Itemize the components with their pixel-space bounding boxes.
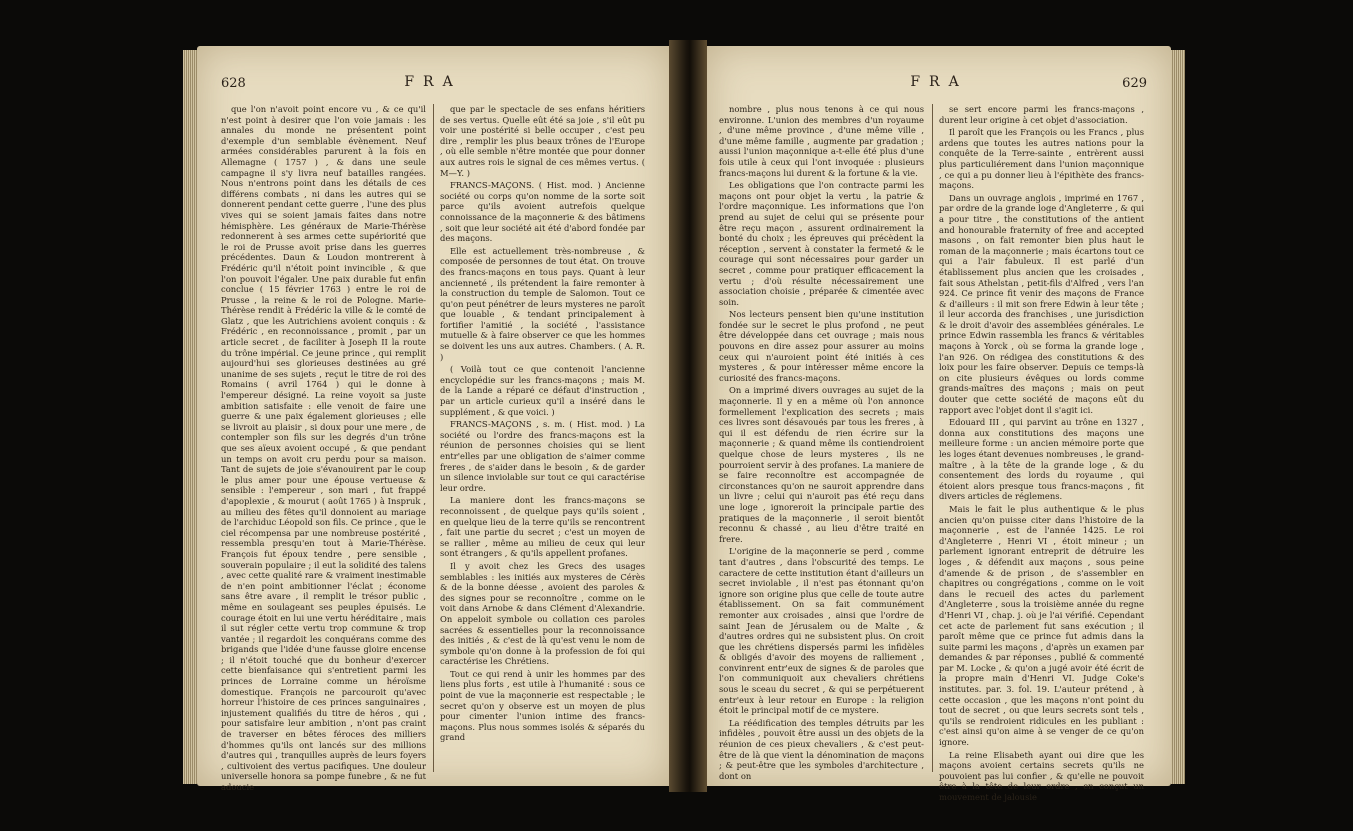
running-head: FRA [910, 74, 968, 90]
right-column-2 [939, 104, 1144, 802]
paragraph: Nos lecteurs pensent bien qu'une institution fondée sur le secret le plus profond , ne peut être développée dans cet ouvrage ; mais nous pouvons en dire assez pour assurer au moins ceux qui n'auroient point été initiés à ces mysteres , & pour intéresser même encore la curiosité des francs-maçons. [719, 309, 924, 383]
paragraph: nombre , plus nous tenons à ce qui nous environne. L'union des membres d'un royaume , d'une même province , d'une même ville , d'une même famille , augmente par gradation ; aussi l'union maçonnique a-t-elle été plus d'une fois utile à ceux qui l'ont invoquée : plusieurs francs-maçons lui durent & la fortune & la vie. [719, 104, 924, 178]
paragraph: On a imprimé divers ouvrages au sujet de la maçonnerie. Il y en a même où l'on annonce formellement l'explication des secrets ; mais ces livres sont désavoués par tous les freres , à qui il est défendu de rien écrire sur la maçonnerie ; & quand même ils contiendroient quelque chose de leurs mysteres , ils ne pourroient servir à des profanes. La maniere de se faire reconnoître est accompagnée de circonstances qu'on ne sauroit apprendre dans un livre ; celui qui n'auroit pas été reçu dans une loge , ignoreroit la principale partie des pratiques de la maçonnerie , il seroit bientôt reconnu & chassé , au lieu d'être traité en frere. [719, 385, 924, 544]
entry-heading-paragraph: FRANCS-MAÇONS , s. m. ( Hist. mod. ) La société ou l'ordre des francs-maçons est la réunion de personnes choisies qui se lient entr'elles par une obligation de s'aimer comme freres , de s'aider dans le besoin , & de garder un silence inviolable sur tout ce qui caractérise leur ordre. [440, 419, 645, 493]
paragraph: La reine Elisabeth ayant oui dire que les maçons avoient certains secrets qu'ils ne pouvoient pas lui confier , & qu'elle ne pouvoit être à la tête de leur ordre , en conçut un mouvement de jalousie [939, 749, 1144, 802]
paragraph: Il paroît que les François ou les Francs , plus ardens que toutes les autres nations pour la conquête de la Terre-sainte , entrèrent aussi plus particuliérement dans l'union maçonnique , ce qui a pu donner lieu à l'épithète des francs-maçons. [939, 127, 1144, 191]
right-page-edges [1171, 50, 1185, 784]
running-head: FRA [404, 74, 462, 90]
right-column-1 [719, 104, 924, 781]
paragraph: que par le spectacle de ses enfans héritiers de ses vertus. Quelle eût été sa joie , s'il eût pu voir une postérité si belle occuper , c'est peu dire , remplir les plus beaux trônes de l'Europe , où elle semble n'être montée que pour donner aux autres rois le signal de ces mêmes vertus. ( M—Y. ) [440, 104, 645, 178]
left-page-edges [183, 50, 197, 784]
right-page-header [731, 74, 1147, 96]
paragraph: Mais le fait le plus authentique & le plus ancien qu'on puisse citer dans l'histoire de la maçonnerie , est de l'année 1425. Le roi d'Angleterre , Henri VI , étoit mineur ; un parlement ignorant entreprit de détruire les loges , & défendit aux maçons , sous peine d'amende & de prison , de s'assembler en chapitres ou congrégations , comme on le voit dans le recueil des actes du parlement d'Angleterre , sous la troisième année du regne d'Henri VI , chap. j. où je l'ai vérifié. Cependant cet acte de parlement fut sans exécution ; il paroît même que ce prince fut admis dans la suite parmi les maçons , d'après un examen par demandes & par réponses , publié & commenté par M. Locke , & qu'on a jugé avoir été écrit de la propre main d'Henri VI. Judge Coke's institutes. par. 3. fol. 19. L'auteur prétend , à cette occasion , que les maçons n'ont point du tout de secret , ou que leurs secrets sont tels , qu'ils se rendroient ridicules en les publiant : c'est ainsi qu'on aime à se venger de ce qu'on ignore. [939, 503, 1144, 748]
paragraph: Tout ce qui rend à unir les hommes par des liens plus forts , est utile à l'humanité : sous ce point de vue la maçonnerie est respectable ; le secret qu'on y observe est un moyen de plus pour cimenter l'union intime des francs-maçons. Plus nous sommes isolés & séparés du grand [440, 668, 645, 743]
entry-heading-paragraph: FRANCS-MAÇONS. ( Hist. mod. ) Ancienne société ou corps qu'on nomme de la sorte soit parce qu'ils avoient autrefois quelque connoissance de la maçonnerie & des bâtimens , soit que leur société ait été d'abord fondée par des maçons. [440, 180, 645, 244]
paragraph: L'origine de la maçonnerie se perd , comme tant d'autres , dans l'obscurité des temps. Le caractere de cette institution étant d'ailleurs un secret inviolable , il n'est pas étonnant qu'on ignore son origine plus que celle de toute autre établissement. On sa fait communément remonter aux croisades , ainsi que l'ordre de saint Jean de Jérusalem ou de Malte , & d'autres ordres qui ne subsistent plus. On croit que les chrétiens dispersés parmi les infidèles & obligés d'avoir des moyens de ralliement , convinrent entr'eux de signes & de paroles que l'on communiquoit aux chevaliers chrétiens sous le sceau du secret , & qui se perpétuerent entr'eux à leur retour en Europe : la religion étoit le principal motif de ce mystere. [719, 546, 924, 716]
paragraph: Edouard III , qui parvint au trône en 1327 , donna aux constitutions des maçons une meilleure forme : un ancien mémoire porte que les loges étant devenues nombreuses , le grand-maître , à la tête de la grande loge , & du consentement des lords du royaume , qui étoient alors presque tous francs-maçons , fit divers articles de réglemens. [939, 417, 1144, 502]
page-number: 628 [221, 76, 246, 91]
left-column-2 [440, 104, 645, 772]
paragraph: La réédification des temples détruits par les infidèles , pouvoit être aussi un des objets de la réunion de ces pieux chevaliers , & c'est peut-être de là que vient la dénomination de maçons ; & peut-être que les symboles d'architecture , dont on [719, 717, 924, 781]
paragraph: Les obligations que l'on contracte parmi les maçons ont pour objet la vertu , la patrie & l'ordre maçonnique. Les informations que l'on prend au sujet de celui qui se présente pour être reçu maçon , assurent ordinairement la bonté du choix ; les épreuves qui précèdent la réception , servent à constater la fermeté & le courage qui sont nécessaires pour garder un secret , comme pour pratiquer efficacement la vertu ; d'où résulte nécessairement une association choisie , préparée & cimentée avec soin. [719, 180, 924, 307]
paragraph: La maniere dont les francs-maçons se reconnoissent , de quelque pays qu'ils soient , en quelque lieu de la terre qu'ils se rencontrent , fait une partie du secret ; c'est un moyen de se rallier , même au milieu de ceux qui leur sont étrangers , & qu'ils appellent profanes. [440, 495, 645, 559]
paragraph: Dans un ouvrage anglois , imprimé en 1767 , par ordre de la grande loge d'Angleterre , & qui a pour titre , the constitutions of the antient and honourable fraternity of free and accepted masons , on fait remonter bien plus haut le roman de la maçonnerie ; mais écartons tout ce qui a l'air fabuleux. Il est parlé d'un établissement plus ancien que les croisades , fait sous Athelstan , petit-fils d'Alfred , vers l'an 924. Ce prince fit venir des maçons de France & d'ailleurs : il mit son frere Edwin à leur tête ; il leur accorda des franchises , une jurisdiction & le droit d'avoir des assemblées générales. Le prince Edwin rassembla les francs & véritables maçons à Yorck , où se forma la grande loge , l'an 926. On rédigea des constitutions & des loix pour les faire observer. Depuis ce temps-là on cite plusieurs évêques ou lords comme grands-maîtres des maçons ; mais on peut douter que cette société de maçons eût du rapport avec l'objet dont il s'agit ici. [939, 192, 1144, 415]
paragraph: Elle est actuellement très-nombreuse , & composée de personnes de tout état. On trouve des francs-maçons en tous pays. Quant à leur ancienneté , ils prétendent la faire remonter à la construction du temple de Salomon. Tout ce qu'on peut pénétrer de leurs mysteres ne paroît que louable , & tendant principalement à fortifier l'amitié , la société , l'assistance mutuelle & à faire observer ce que les hommes se doivent les uns aux autres. Chambers. ( A. R. ) [440, 245, 645, 362]
paragraph: ( Voilà tout ce que contenoit l'ancienne encyclopédie sur les francs-maçons ; mais M. de la Lande a réparé ce défaut d'instruction , par un article curieux qu'il a inséré dans le supplément , & que voici. ) [440, 364, 645, 417]
paragraph: que l'on n'avoit point encore vu , & ce qu'il n'est point à desirer que l'on voie jamais : les annales du monde ne présentent point d'exemple d'un semblable évènement. Neuf armées considérables parurent à la fois en Allemagne ( 1757 ) , & dans une seule campagne il s'y livra neuf batailles rangées. Nous n'entrons point dans les détails de ces différens combats , ni dans les autres qui se donnerent pendant cette guerre , l'une des plus vives qui se soient jamais faites dans notre hémisphère. Les généraux de Marie-Thérèse redonnerent à ses armes cette supériorité que le roi de Prusse avoit prise dans les guerres précédentes. Daun & Loudon montrerent à Frédéric qu'il n'étoit point invincible , & que l'on pouvoit l'égaler. Une paix durable fut enfin conclue ( 15 février 1763 ) entre le roi de Prusse , la reine & le roi de Pologne. Marie-Thérèse rendit à Frédéric la ville & le comté de Glatz , que les Autrichiens avoient conquis : & Frédéric , en reconnoissance , promit , par un article secret , de faciliter à Joseph II la route du trône impérial. Ce jeune prince , qui remplit aujourd'hui ses glorieuses destinées au gré unanime de ses sujets , reçut le titre de roi des Romains ( avril 1764 ) qui le donne à l'empereur désigné. La reine voyoit sa juste ambition satisfaite : elle venoit de faire une guerre & une paix également glorieuses ; elle se livroit au plaisir , si doux pour une mere , de contempler son fils sur les degrés d'un trône que ses aïeux avoient occupé , & que pendant un temps on avoit cru perdu pour sa maison. Tant de sujets de joie s'évanouirent par le coup le plus amer pour une épouse vertueuse & sensible : l'empereur , son mari , fut frappé d'apoplexie , & mourut ( août 1765 ) à Inspruk , au milieu des fêtes qu'il donnoient au mariage de l'archiduc Léopold son fils. Ce prince , que le ciel récompensa par une nombreuse postérité , ressembla presqu'en tout à Marie-Thérèse. François fut époux tendre , pere sensible , souverain populaire ; il eut la solidité des talens , avec cette qualité rare & vraiment inestimable de n'en point ambitionner l'éclat ; économe sans être avare , il remplit le trésor public , même en soulageant ses peuples épuisés. Le courage étoit en lui une vertu héréditaire , mais il sut régler cette vertu trop commune & trop vantée ; il regardoit les conquérans comme des brigands que l'idée d'une fausse gloire encense ; il n'étoit touché que du bonheur d'exercer cette bienfaisance qui s'entretient parmi les princes de Lorraine comme un héroïsme domestique. François ne parcouroit qu'avec horreur l'histoire de ces princes sanguinaires , injustement qualifiés du titre de héros , qui , pour satisfaire leur ambition , n'ont pas craint de traverser en bêtes féroces des milliers d'hommes qu'ils ont lancés sur des millions d'autres qui , tranquilles auprès de leurs foyers , cultivoient des vertus pacifiques. Une douleur universelle honora sa pompe funebre , & ne fut adoucie [221, 104, 426, 792]
column-rule [932, 104, 933, 772]
right-page [707, 46, 1171, 802]
paragraph: se sert encore parmi les francs-maçons , durent leur origine à cet objet d'association. [939, 104, 1144, 125]
column-rule [433, 104, 434, 772]
paragraph: Il y avoit chez les Grecs des usages semblables : les initiés aux mysteres de Cérès & de la bonne déesse , avoient des paroles & des signes pour se reconnoître , comme on le voit dans Arnobe & dans Clément d'Alexandrie. On appeloit symbole ou collation ces paroles sacrées & essentielles pour la reconnoissance des initiés , & c'est de là qu'est venu le nom de symbole qu'on donne à la profession de foi qui caractérise les Chrétiens. [440, 560, 645, 667]
left-column-1 [221, 104, 426, 792]
left-page-header [221, 74, 645, 96]
book-gutter [669, 40, 707, 792]
left-page [197, 46, 669, 792]
page-number: 629 [1122, 76, 1147, 91]
